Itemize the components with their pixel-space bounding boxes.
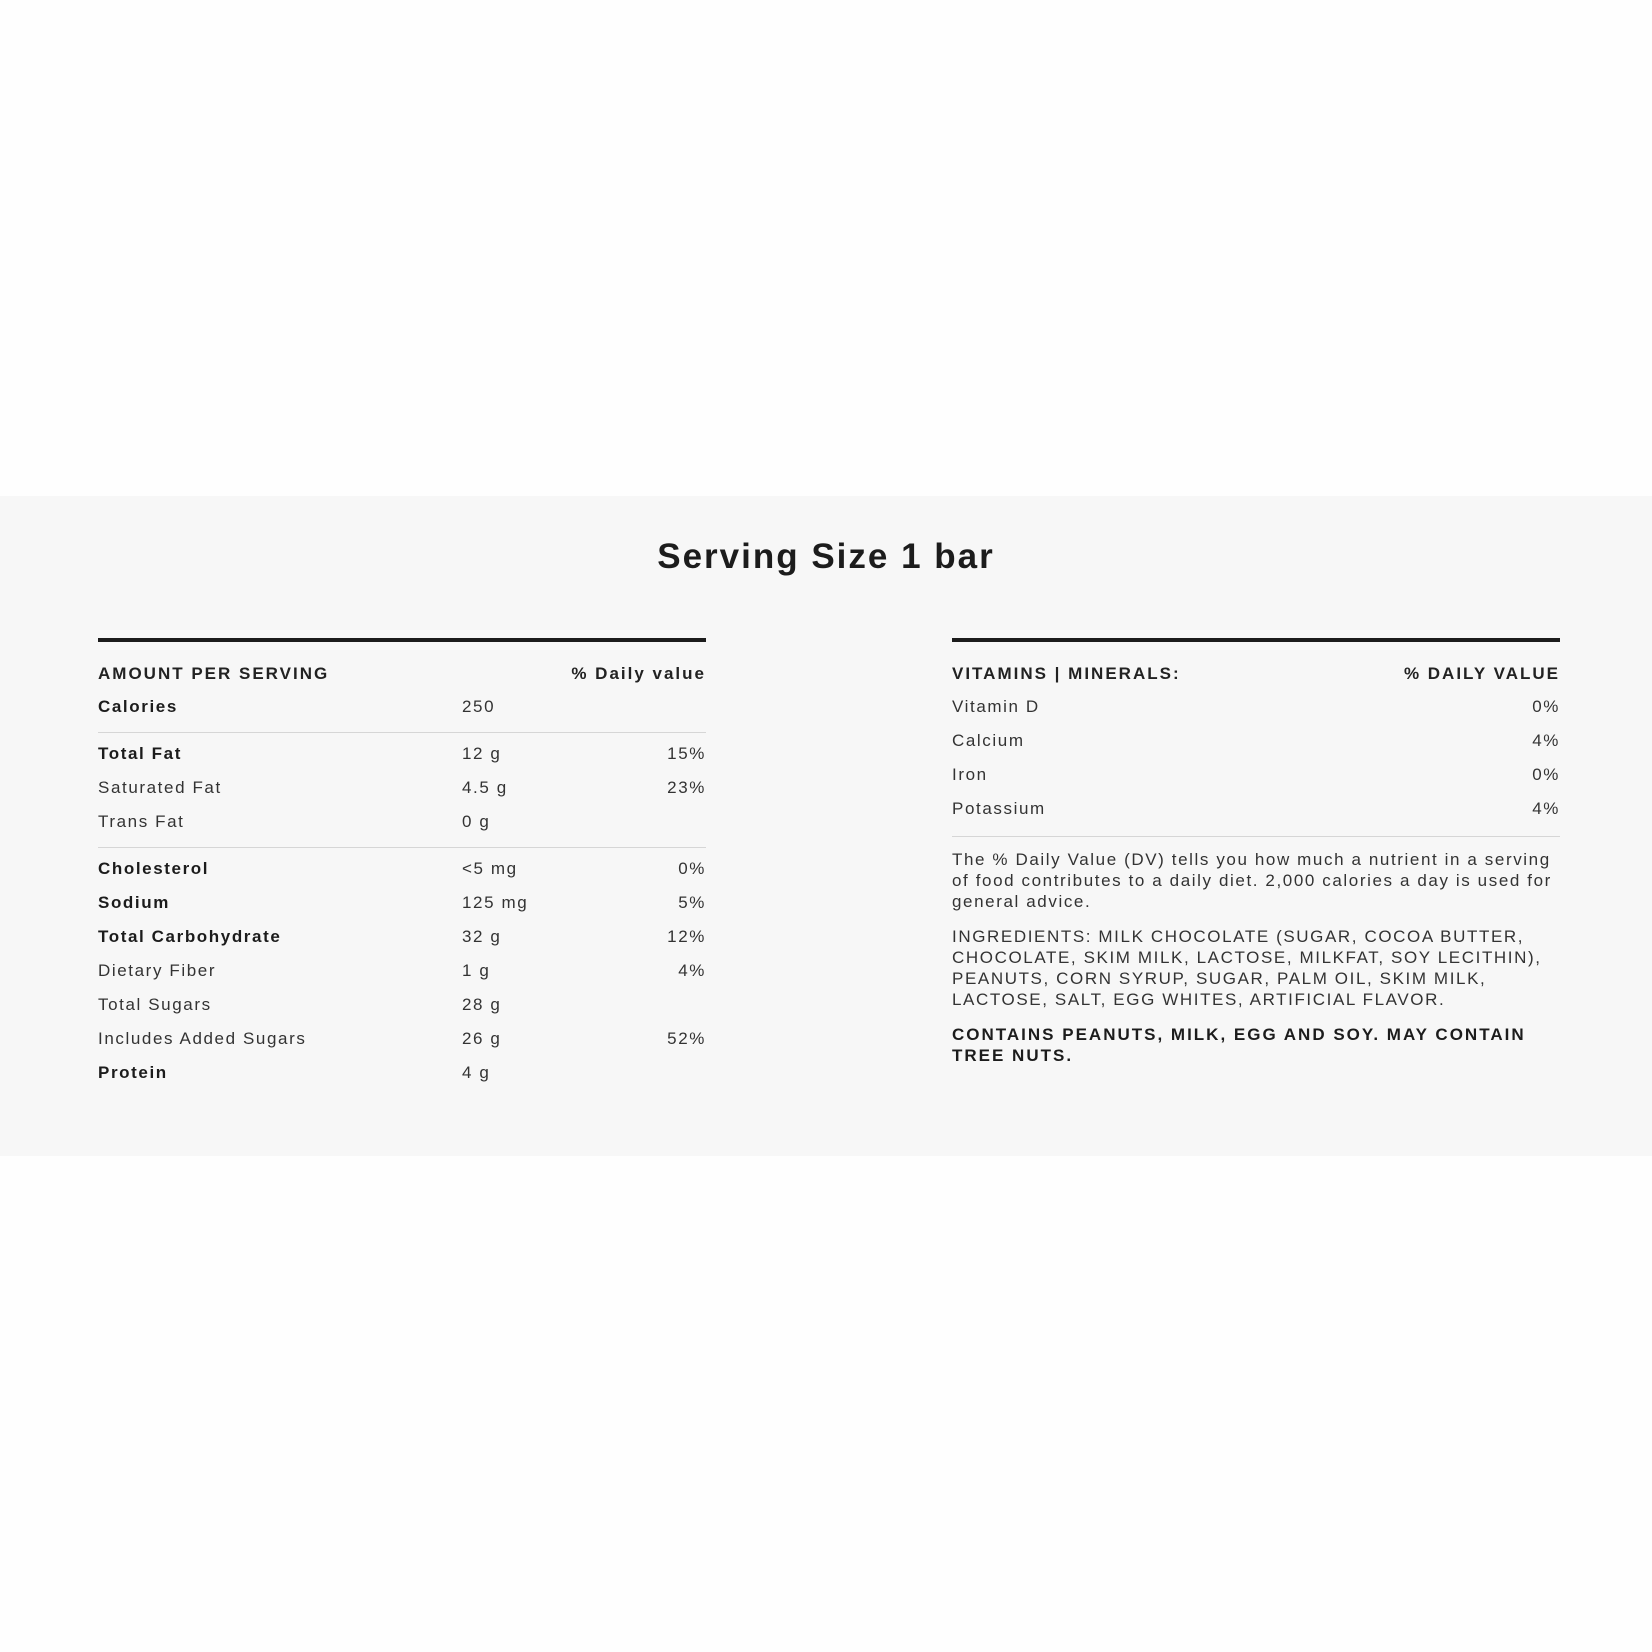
nutrient-amount: 28 g [462,995,502,1014]
nutrient-row [98,692,706,726]
vitamin-name: Vitamin D [952,697,1040,716]
nutrient-row [98,1058,706,1092]
nutrient-name: Total Carbohydrate [98,927,282,946]
daily-value-label: % Daily value [571,664,706,683]
nutrient-amount: 4 g [462,1063,491,1082]
nutrient-amount: <5 mg [462,859,518,878]
nutrient-row [98,922,706,956]
nutrient-row [98,773,706,807]
vitamin-name: Calcium [952,731,1025,750]
vitamins-minerals-section [952,638,1560,1080]
amount-per-serving-label: AMOUNT PER SERVING [98,664,330,683]
nutrition-header [98,664,706,692]
vitamin-row [952,760,1560,794]
nutrient-daily-value: 4% [678,961,706,980]
nutrient-name: Protein [98,1063,168,1082]
daily-value-note: The % Daily Value (DV) tells you how much a nutrient in a serving of food contributes to a daily diet. 2,000 calories a day is used for general advice. [952,850,1552,911]
nutrient-name: Cholesterol [98,859,210,878]
nutrient-row [98,956,706,990]
nutrient-row [98,990,706,1024]
vitamin-row [952,726,1560,760]
vitamins-header [952,664,1560,692]
divider [98,847,706,848]
nutrient-daily-value: 15% [667,744,706,763]
nutrient-name: Saturated Fat [98,778,222,797]
nutrient-amount: 32 g [462,927,502,946]
nutrition-facts-table [98,638,706,1092]
nutrient-name: Trans Fat [98,812,185,831]
nutrient-name: Sodium [98,893,170,912]
nutrient-amount: 0 g [462,812,491,831]
vitamin-daily-value: 4% [1532,731,1560,750]
nutrient-daily-value: 23% [667,778,706,797]
vitamin-rows [952,692,1560,828]
nutrient-name: Calories [98,697,178,716]
nutrient-row [98,807,706,841]
nutrient-row [98,1024,706,1058]
vitamin-daily-value: 0% [1532,697,1560,716]
nutrient-daily-value: 0% [678,859,706,878]
vitamin-daily-value: 4% [1532,799,1560,818]
nutrient-daily-value: 52% [667,1029,706,1048]
vitamin-name: Potassium [952,799,1046,818]
nutrient-row [98,854,706,888]
divider [98,732,706,733]
nutrient-row [98,739,706,773]
nutrient-amount: 125 mg [462,893,529,912]
nutrition-rows [98,692,706,1092]
vitamin-row [952,692,1560,726]
nutrient-amount: 12 g [462,744,502,763]
nutrient-amount: 250 [462,697,496,716]
nutrient-amount: 4.5 g [462,778,508,797]
vitamins-daily-value-label: % DAILY VALUE [1403,664,1560,683]
nutrient-amount: 1 g [462,961,491,980]
divider [952,836,1560,837]
vitamin-name: Iron [952,765,988,784]
ingredients-text: INGREDIENTS: MILK CHOCOLATE (SUGAR, COCOA BUTTER, CHOCOLATE, SKIM MILK, LACTOSE, MILKFAT, SOY LECITHIN), PEANUTS, CORN SYRUP, SUGAR, PALM OIL, SKIM MILK, LACTOSE, SALT, EGG WHITES, ARTIFICIAL FLAVOR. [952,927,1542,1009]
serving-size-title: Serving Size 1 bar [657,537,995,576]
nutrient-name: Total Fat [98,744,182,763]
allergen-statement: CONTAINS PEANUTS, MILK, EGG AND SOY. MAY CONTAIN TREE NUTS. [952,1025,1526,1065]
nutrient-name: Includes Added Sugars [98,1029,307,1048]
vitamin-daily-value: 0% [1532,765,1560,784]
nutrient-name: Total Sugars [98,995,212,1014]
nutrient-name: Dietary Fiber [98,961,217,980]
nutrient-daily-value: 12% [667,927,706,946]
nutrient-amount: 26 g [462,1029,502,1048]
vitamins-minerals-label: VITAMINS | MINERALS: [952,664,1181,683]
nutrient-daily-value: 5% [678,893,706,912]
nutrition-panel [0,496,1652,1156]
vitamin-row [952,794,1560,828]
nutrient-row [98,888,706,922]
